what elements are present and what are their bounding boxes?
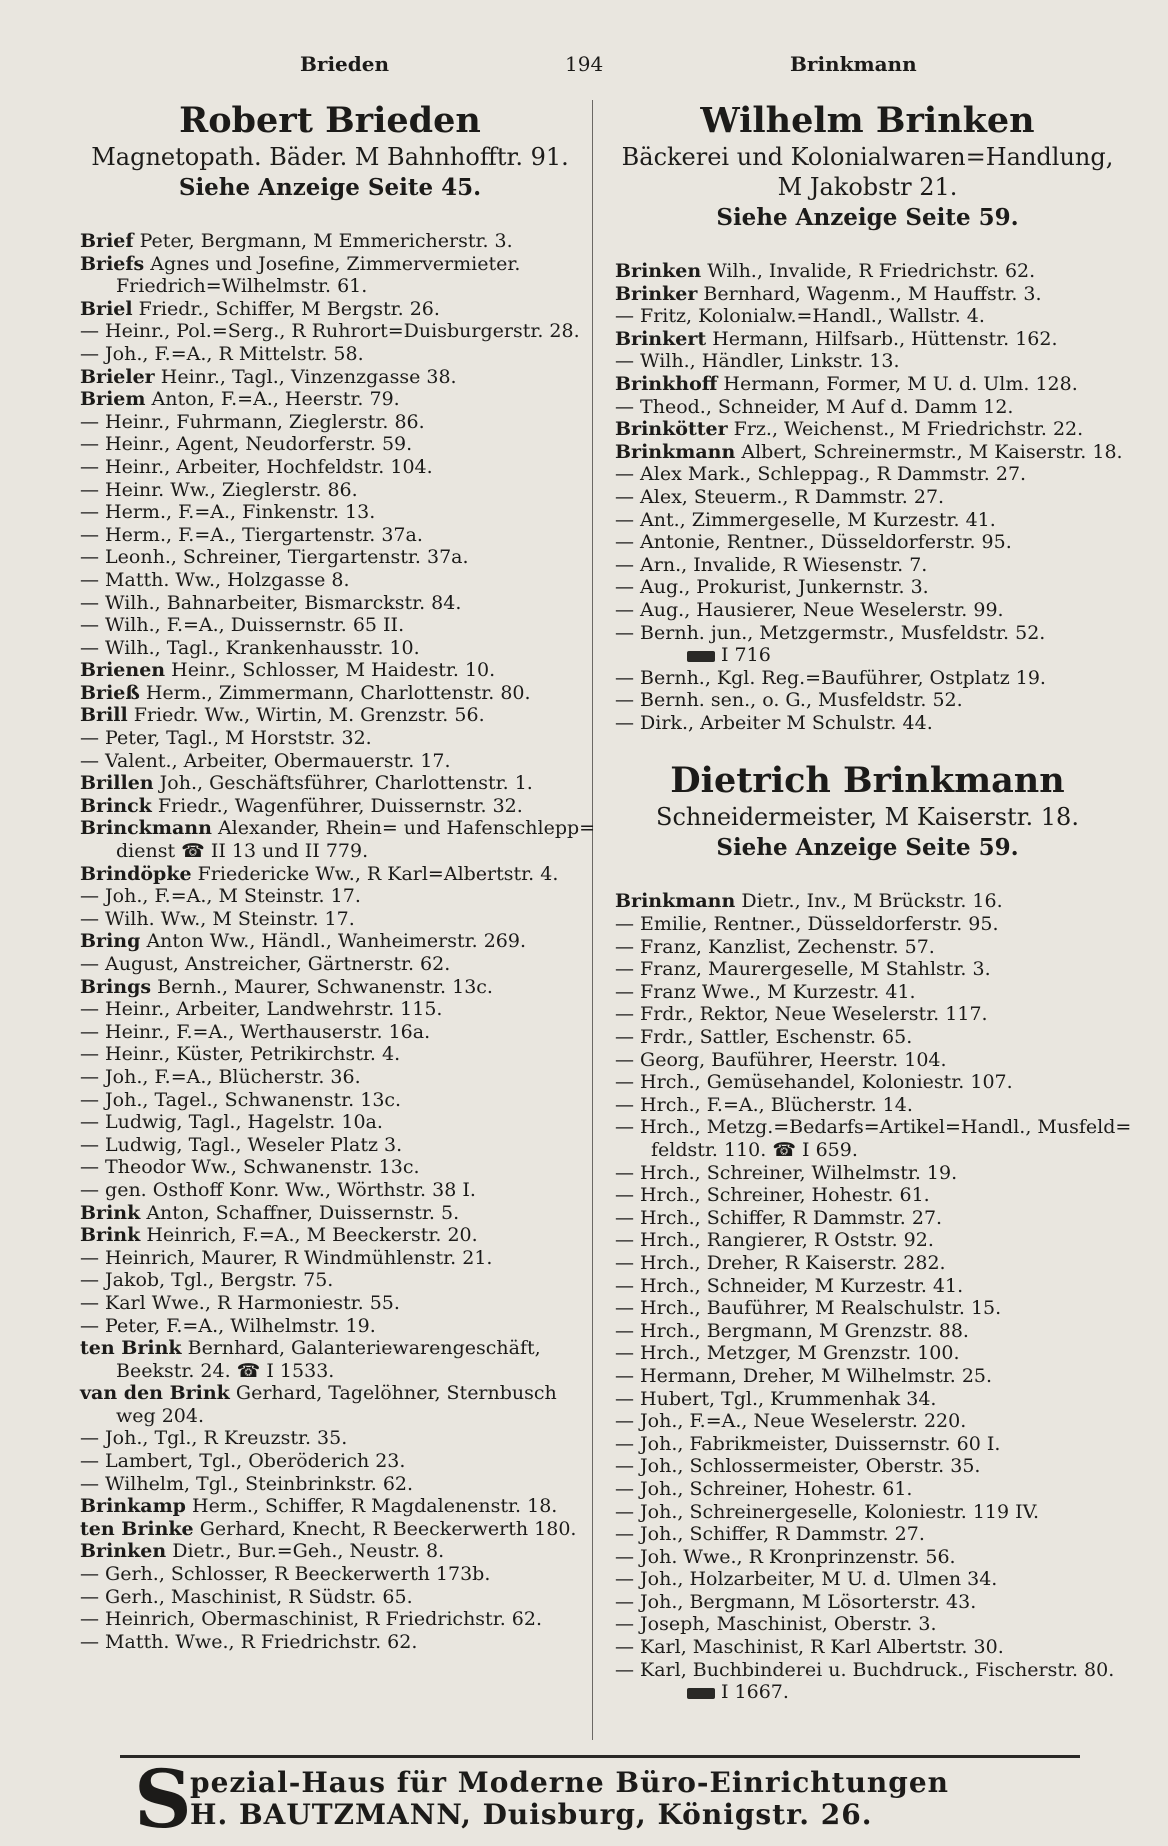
directory-entry bbox=[615, 890, 1120, 913]
directory-entry bbox=[80, 750, 580, 773]
entry-text: — Dirk., Arbeiter M Schulstr. 44. bbox=[615, 711, 933, 734]
entry-text: — Joh., Schlossermeister, Oberstr. 35. bbox=[615, 1455, 981, 1478]
directory-entry bbox=[80, 1066, 580, 1089]
directory-entry bbox=[615, 305, 1120, 328]
entry-text: — Hrch., Bauführer, M Realschulstr. 15. bbox=[615, 1297, 1002, 1320]
directory-entry bbox=[615, 1342, 1120, 1365]
directory-entry bbox=[80, 320, 580, 343]
entry-surname: Brinck bbox=[80, 794, 152, 817]
directory-entry bbox=[615, 1501, 1120, 1524]
directory-entry bbox=[80, 1563, 580, 1586]
directory-entry bbox=[80, 275, 580, 298]
entry-text: — Gerh., Schlosser, R Beeckerwerth 173b. bbox=[80, 1563, 491, 1586]
entry-text: — Joh., F.=A., R Mittelstr. 58. bbox=[80, 342, 364, 365]
entry-text: — Alex, Steuerm., R Dammstr. 27. bbox=[615, 485, 945, 508]
entry-text: — Karl, Buchbinderei u. Buchdruck., Fischerstr. 80. bbox=[615, 1658, 1115, 1681]
directory-entry bbox=[615, 1229, 1120, 1252]
entry-text: — Franz, Maurergeselle, M Stahlstr. 3. bbox=[615, 958, 991, 981]
directory-entry bbox=[615, 396, 1120, 419]
entry-text: — Hrch., Bergmann, M Grenzstr. 88. bbox=[615, 1319, 969, 1342]
entry-text: — Heinr., Küster, Petrikirchstr. 4. bbox=[80, 1043, 401, 1066]
ad-name: Wilhelm Brinken bbox=[700, 100, 1035, 141]
directory-entry bbox=[80, 343, 580, 366]
directory-entry bbox=[615, 1071, 1120, 1094]
entry-text: — August, Anstreicher, Gärtnerstr. 62. bbox=[80, 953, 451, 975]
entry-text: — Ant., Zimmergeselle, M Kurzestr. 41. bbox=[615, 508, 996, 531]
directory-entry bbox=[80, 298, 580, 321]
entry-text: — Hubert, Tgl., Krummenhak 34. bbox=[615, 1387, 937, 1410]
directory-entry bbox=[80, 976, 580, 999]
directory-entry bbox=[615, 1297, 1120, 1320]
entry-text: — Joh., Tagel., Schwanenstr. 13c. bbox=[80, 1088, 402, 1111]
entry-text: — Peter, Tagl., M Horststr. 32. bbox=[80, 727, 372, 750]
directory-entry bbox=[80, 885, 580, 908]
directory-entry bbox=[615, 599, 1120, 622]
ad-line: M Jakobstr 21. bbox=[777, 173, 958, 201]
directory-entry bbox=[615, 1455, 1120, 1478]
entry-text: — Frdr., Rektor, Neue Weselerstr. 117. bbox=[615, 1003, 988, 1026]
entry-text: — Gerh., Maschinist, R Südstr. 65. bbox=[80, 1585, 413, 1608]
entry-text: — Joh., Schiffer, R Dammstr. 27. bbox=[615, 1523, 925, 1546]
directory-entry bbox=[80, 501, 580, 524]
entry-text: — Karl, Maschinist, R Karl Albertstr. 30. bbox=[615, 1636, 1004, 1659]
directory-entry bbox=[80, 1269, 580, 1292]
banner-line-1: pezial-Haus für Moderne Büro-Einrichtungen bbox=[190, 1766, 950, 1799]
entry-text: — Arn., Invalide, R Wiesenstr. 7. bbox=[615, 553, 928, 576]
directory-entry bbox=[615, 350, 1120, 373]
column-divider bbox=[592, 100, 593, 1740]
directory-entry bbox=[80, 1427, 580, 1450]
directory-entry bbox=[615, 554, 1120, 577]
directory-entry bbox=[80, 1473, 580, 1496]
entry-text: — Hrch., Dreher, R Kaiserstr. 282. bbox=[615, 1251, 946, 1274]
ad-name: Dietrich Brinkmann bbox=[670, 760, 1065, 802]
entry-surname: Brieß bbox=[80, 681, 140, 704]
entry-text: Joh., Geschäftsführer, Charlottenstr. 1. bbox=[159, 772, 533, 795]
entry-text: — Peter, F.=A., Wilhelmstr. 19. bbox=[80, 1314, 376, 1337]
entry-text: — Georg, Bauführer, Heerstr. 104. bbox=[615, 1048, 947, 1071]
entry-surname: Brinken bbox=[80, 1540, 167, 1563]
entry-text: Bernh., Maurer, Schwanenstr. 13c. bbox=[157, 975, 493, 998]
entry-text: — Franz Wwe., M Kurzestr. 41. bbox=[615, 980, 916, 1003]
entry-text: — Heinr., Arbeiter, Landwehrstr. 115. bbox=[80, 998, 443, 1021]
entry-text: — Heinr., Fuhrmann, Zieglerstr. 86. bbox=[80, 410, 425, 433]
entry-text: — Wilh. Ww., M Steinstr. 17. bbox=[80, 907, 355, 930]
directory-entry bbox=[615, 958, 1120, 981]
entry-text: Anton, Schaffner, Duissernstr. 5. bbox=[146, 1201, 460, 1224]
entry-text: — gen. Osthoff Konr. Ww., Wörthstr. 38 I. bbox=[80, 1178, 476, 1201]
entry-text: — Theodor Ww., Schwanenstr. 13c. bbox=[80, 1156, 420, 1179]
directory-entry bbox=[615, 1478, 1120, 1501]
entry-surname: Briel bbox=[80, 297, 133, 320]
entry-text: — Joh., F.=A., Blücherstr. 36. bbox=[80, 1065, 361, 1088]
entry-text: — Joh., Schreinergeselle, Koloniestr. 119 IV. bbox=[615, 1500, 1040, 1523]
ad-dietrich-brinkmann bbox=[615, 760, 1120, 864]
page-number: 194 bbox=[565, 52, 604, 76]
directory-entry bbox=[615, 1162, 1120, 1185]
entry-text: — Joh., Tgl., R Kreuzstr. 35. bbox=[80, 1427, 348, 1450]
entry-text: — Antonie, Rentner., Düsseldorferstr. 95. bbox=[615, 531, 1012, 554]
entry-text: Bernhard, Galanteriewarengeschäft, bbox=[187, 1337, 541, 1360]
entry-surname: ten Brinke bbox=[80, 1517, 194, 1540]
running-head-left: Brieden bbox=[300, 52, 390, 76]
entry-text: — Franz, Kanzlist, Zechenstr. 57. bbox=[615, 935, 935, 958]
entry-text: Heinrich, F.=A., M Beeckerstr. 20. bbox=[146, 1224, 478, 1247]
directory-entry bbox=[615, 1591, 1120, 1614]
directory-entry bbox=[615, 328, 1120, 351]
entry-surname: Brings bbox=[80, 975, 152, 998]
directory-entry bbox=[80, 1111, 580, 1134]
directory-entry bbox=[615, 1049, 1120, 1072]
entry-text: — Bernh. jun., Metzgermstr., Musfeldstr. 52. bbox=[615, 621, 1046, 644]
directory-entry bbox=[80, 433, 580, 456]
entry-text: Heinr., Tagl., Vinzenzgasse 38. bbox=[160, 365, 457, 388]
entry-text: — Aug., Prokurist, Junkernstr. 3. bbox=[615, 576, 929, 599]
entry-text: — Matth. Wwe., R Friedrichstr. 62. bbox=[80, 1630, 418, 1653]
entry-surname: Brindöpke bbox=[80, 862, 192, 885]
entry-text: — Heinrich, Obermaschinist, R Friedrichstr. 62. bbox=[80, 1608, 542, 1631]
directory-entry bbox=[80, 727, 580, 750]
entry-text: Hermann, Hilfsarb., Hüttenstr. 162. bbox=[712, 327, 1058, 350]
directory-entry bbox=[80, 569, 580, 592]
entry-text: — Jakob, Tgl., Bergstr. 75. bbox=[80, 1269, 334, 1292]
directory-entry bbox=[80, 1360, 580, 1383]
directory-entry bbox=[615, 463, 1120, 486]
directory-entry bbox=[615, 622, 1120, 645]
entry-text: Frz., Weichenst., M Friedrichstr. 22. bbox=[733, 418, 1084, 441]
entry-surname: Brinkmann bbox=[615, 890, 736, 913]
entry-text: — Heinr., F.=A., Werthauserstr. 16a. bbox=[80, 1020, 431, 1043]
directory-entry bbox=[615, 1026, 1120, 1049]
directory-entry bbox=[80, 953, 580, 976]
entry-text: — Matth. Ww., Holzgasse 8. bbox=[80, 568, 350, 591]
entry-text: Dietr., Inv., M Brückstr. 16. bbox=[741, 890, 1003, 913]
directory-entry bbox=[80, 795, 580, 818]
directory-entry bbox=[80, 1089, 580, 1112]
directory-entry bbox=[80, 840, 580, 863]
directory-entry bbox=[80, 817, 596, 840]
directory-entry bbox=[80, 908, 580, 931]
entry-text: — Wilh., Händler, Linkstr. 13. bbox=[615, 350, 900, 373]
entry-text: — Heinr., Agent, Neudorferstr. 59. bbox=[80, 433, 413, 456]
banner-initial: S bbox=[134, 1752, 192, 1846]
directory-entry bbox=[80, 1450, 580, 1473]
directory-entry bbox=[615, 712, 1120, 735]
directory-entry bbox=[615, 1659, 1120, 1682]
directory-entry bbox=[80, 1224, 580, 1247]
entry-text: Agnes und Josefine, Zimmervermieter. bbox=[150, 252, 521, 275]
directory-entry bbox=[80, 1608, 580, 1631]
entry-text: — Hrch., F.=A., Blücherstr. 14. bbox=[615, 1093, 913, 1116]
ad-wilhelm-brinken bbox=[615, 100, 1120, 234]
directory-entry bbox=[80, 1337, 580, 1360]
entry-text: Alexander, Rhein= und Hafenschlepp= bbox=[217, 817, 596, 840]
entry-text: — Joh., Holzarbeiter, M U. d. Ulmen 34. bbox=[615, 1568, 998, 1591]
directory-entry bbox=[615, 373, 1120, 396]
entry-text: — Joh. Wwe., R Kronprinzenstr. 56. bbox=[615, 1545, 956, 1568]
directory-entry bbox=[615, 486, 1120, 509]
entry-text: Friedr. Ww., Wirtin, M. Grenzstr. 56. bbox=[133, 704, 485, 727]
entry-surname: Brinkötter bbox=[615, 418, 728, 441]
entry-text: — Lambert, Tgl., Oberöderich 23. bbox=[80, 1450, 406, 1473]
entry-surname: Brinkhoff bbox=[615, 372, 718, 395]
directory-entry bbox=[80, 1518, 580, 1541]
directory-entry bbox=[615, 1139, 1120, 1162]
entry-surname: Brienen bbox=[80, 659, 166, 682]
directory-entry bbox=[615, 1320, 1120, 1343]
directory-entry bbox=[80, 1202, 580, 1225]
directory-entry bbox=[80, 863, 580, 886]
entry-text: Hermann, Former, M U. d. Ulm. 128. bbox=[723, 372, 1078, 395]
entry-text: — Hrch., Gemüsehandel, Koloniestr. 107. bbox=[615, 1071, 1013, 1094]
directory-entry bbox=[615, 981, 1120, 1004]
entry-text: — Bernh. sen., o. G., Musfeldstr. 52. bbox=[615, 689, 963, 712]
directory-entry bbox=[80, 1540, 580, 1563]
directory-entry bbox=[80, 1043, 580, 1066]
entry-text: — Karl Wwe., R Harmoniestr. 55. bbox=[80, 1291, 400, 1314]
directory-entry bbox=[615, 1116, 1132, 1139]
directory-entry bbox=[615, 1184, 1120, 1207]
entry-list-left bbox=[80, 230, 596, 1653]
entry-text: — Ludwig, Tagl., Hagelstr. 10a. bbox=[80, 1111, 383, 1134]
directory-entry bbox=[80, 1292, 580, 1315]
left-column bbox=[80, 100, 596, 1653]
entry-text: — Aug., Hausierer, Neue Weselerstr. 99. bbox=[615, 598, 1004, 621]
directory-entry bbox=[80, 366, 580, 389]
directory-entry bbox=[615, 260, 1120, 283]
entry-text: — Theod., Schneider, M Auf d. Damm 12. bbox=[615, 395, 1014, 418]
directory-entry bbox=[80, 998, 580, 1021]
banner-line-2: H. BAUTZMANN, Duisburg, Königstr. 26. bbox=[190, 1798, 873, 1831]
directory-entry bbox=[80, 1156, 580, 1179]
directory-entry bbox=[80, 1021, 580, 1044]
entry-text: Gerhard, Tagelöhner, Sternbusch bbox=[235, 1382, 557, 1405]
directory-entry bbox=[615, 1636, 1120, 1659]
entry-text: — Joh., F.=A., M Steinstr. 17. bbox=[80, 885, 361, 908]
directory-entry bbox=[615, 1433, 1120, 1456]
ad-line: Bäckerei und Kolonialwaren=Handlung, bbox=[621, 143, 1114, 171]
entry-continuation: Friedrich=Wilhelmstr. 61. bbox=[116, 275, 368, 298]
entry-text: — Hrch., Schreiner, Wilhelmstr. 19. bbox=[615, 1161, 958, 1184]
entry-continuation: dienst ☎ II 13 und II 779. bbox=[116, 840, 369, 863]
telephone-number: I 716 bbox=[721, 644, 771, 667]
directory-entry bbox=[80, 1382, 580, 1405]
entry-text: Dietr., Bur.=Geh., Neustr. 8. bbox=[172, 1540, 445, 1563]
entry-text: Bernhard, Wagenm., M Hauffstr. 3. bbox=[703, 282, 1042, 305]
entry-text: — Ludwig, Tagl., Weseler Platz 3. bbox=[80, 1133, 403, 1156]
entry-text: Friedr., Wagenführer, Duissernstr. 32. bbox=[157, 794, 523, 817]
entry-surname: Brinkert bbox=[615, 327, 707, 350]
directory-entry bbox=[80, 546, 580, 569]
directory-entry bbox=[615, 913, 1120, 936]
directory-entry bbox=[615, 283, 1120, 306]
directory-entry bbox=[80, 614, 580, 637]
directory-entry bbox=[80, 479, 580, 502]
directory-entry bbox=[80, 1405, 580, 1428]
ad-robert-brieden bbox=[80, 100, 580, 204]
entry-surname: Brinkamp bbox=[80, 1495, 186, 1518]
entry-surname: Briem bbox=[80, 388, 146, 411]
directory-entry bbox=[80, 682, 580, 705]
entry-text: — Joh., Bergmann, M Lösorterstr. 43. bbox=[615, 1590, 977, 1613]
directory-entry bbox=[615, 689, 1120, 712]
ad-line: Schneidermeister, M Kaiserstr. 18. bbox=[656, 803, 1079, 832]
entry-surname: Brinckmann bbox=[80, 817, 212, 840]
entry-text: Anton Ww., Händl., Wanheimerstr. 269. bbox=[146, 930, 527, 953]
directory-entry bbox=[615, 531, 1120, 554]
entry-text: Herm., Zimmermann, Charlottenstr. 80. bbox=[145, 681, 531, 704]
directory-entry bbox=[615, 576, 1120, 599]
entry-text: — Wilhelm, Tgl., Steinbrinkstr. 62. bbox=[80, 1472, 414, 1495]
entry-text: — Valent., Arbeiter, Obermauerstr. 17. bbox=[80, 749, 451, 772]
directory-entry bbox=[615, 1546, 1120, 1569]
entry-continuation: Beekstr. 24. ☎ I 1533. bbox=[116, 1359, 335, 1382]
directory-entry bbox=[615, 1003, 1120, 1026]
entry-text: — Heinrich, Maurer, R Windmühlenstr. 21. bbox=[80, 1246, 493, 1269]
entry-surname: Brief bbox=[80, 230, 134, 252]
entry-text: Wilh., Invalide, R Friedrichstr. 62. bbox=[707, 260, 1036, 282]
directory-entry bbox=[80, 253, 580, 276]
entry-text: — Heinr., Arbeiter, Hochfeldstr. 104. bbox=[80, 455, 433, 478]
directory-entry bbox=[615, 1252, 1120, 1275]
directory-entry bbox=[80, 659, 580, 682]
entry-list-right-2 bbox=[615, 890, 1132, 1704]
directory-entry bbox=[615, 1207, 1120, 1230]
entry-surname: Brink bbox=[80, 1224, 141, 1247]
telephone-icon bbox=[687, 651, 715, 662]
directory-entry bbox=[80, 388, 580, 411]
entry-text: — Fritz, Kolonialw.=Handl., Wallstr. 4. bbox=[615, 305, 985, 328]
entry-text: — Joh., Fabrikmeister, Duissernstr. 60 I. bbox=[615, 1432, 1001, 1455]
entry-text: Albert, Schreinermstr., M Kaiserstr. 18. bbox=[741, 440, 1123, 463]
entry-surname: Bring bbox=[80, 930, 141, 953]
entry-text: — Herm., F.=A., Tiergartenstr. 37a. bbox=[80, 523, 423, 546]
directory-entry bbox=[80, 411, 580, 434]
entry-text: — Emilie, Rentner., Düsseldorferstr. 95. bbox=[615, 913, 999, 936]
directory-entry bbox=[80, 1179, 580, 1202]
entry-text: — Heinr. Ww., Zieglerstr. 86. bbox=[80, 478, 358, 501]
ad-reference: Siehe Anzeige Seite 59. bbox=[716, 834, 1019, 862]
directory-entry bbox=[80, 704, 580, 727]
directory-entry bbox=[615, 1523, 1120, 1546]
entry-surname: Brillen bbox=[80, 772, 154, 795]
directory-entry bbox=[80, 772, 580, 795]
entry-text: Friedr., Schiffer, M Bergstr. 26. bbox=[138, 297, 440, 320]
directory-entry bbox=[615, 644, 1120, 667]
directory-entry bbox=[615, 1275, 1120, 1298]
entry-text: — Leonh., Schreiner, Tiergartenstr. 37a. bbox=[80, 546, 469, 569]
ad-reference: Siehe Anzeige Seite 59. bbox=[716, 204, 1019, 231]
directory-entry bbox=[615, 936, 1120, 959]
ad-line: Magnetopath. Bäder. M Bahnhofftr. 91. bbox=[91, 143, 569, 171]
entry-text: — Wilh., Tagl., Krankenhausstr. 10. bbox=[80, 636, 420, 659]
directory-entry bbox=[615, 1681, 1120, 1704]
directory-entry bbox=[80, 1247, 580, 1270]
directory-entry bbox=[615, 418, 1120, 441]
entry-text: — Hrch., Metzg.=Bedarfs=Artikel=Handl., Musfeld= bbox=[615, 1116, 1132, 1139]
entry-text: — Joseph, Maschinist, Oberstr. 3. bbox=[615, 1613, 937, 1636]
ad-reference: Siehe Anzeige Seite 45. bbox=[178, 174, 482, 201]
directory-entry bbox=[80, 637, 580, 660]
telephone-number: I 1667. bbox=[721, 1681, 789, 1704]
entry-text: Herm., Schiffer, R Magdalenenstr. 18. bbox=[192, 1495, 558, 1518]
entry-text: — Alex Mark., Schleppag., R Dammstr. 27. bbox=[615, 463, 1027, 486]
directory-entry bbox=[80, 230, 580, 253]
entry-list-right-1 bbox=[615, 260, 1123, 734]
entry-surname: Briefs bbox=[80, 252, 145, 275]
entry-text: Heinr., Schlosser, M Haidestr. 10. bbox=[171, 659, 496, 682]
directory-entry bbox=[80, 1495, 580, 1518]
directory-entry bbox=[80, 1586, 580, 1609]
directory-entry bbox=[80, 1631, 580, 1654]
entry-text: — Wilh., Bahnarbeiter, Bismarckstr. 84. bbox=[80, 591, 462, 614]
entry-text: — Joh., Schreiner, Hohestr. 61. bbox=[615, 1477, 913, 1500]
directory-entry bbox=[615, 1094, 1120, 1117]
directory-entry bbox=[615, 1388, 1120, 1411]
entry-surname: Brieler bbox=[80, 365, 155, 388]
entry-continuation: weg 204. bbox=[116, 1404, 205, 1427]
entry-text: — Bernh., Kgl. Reg.=Bauführer, Ostplatz 19. bbox=[615, 666, 1046, 689]
directory-entry bbox=[80, 930, 580, 953]
entry-text: — Frdr., Sattler, Eschenstr. 65. bbox=[615, 1026, 913, 1049]
directory-entry bbox=[80, 456, 580, 479]
entry-text: Friedericke Ww., R Karl=Albertstr. 4. bbox=[197, 862, 559, 885]
telephone-icon bbox=[687, 1688, 715, 1699]
entry-continuation: feldstr. 110. ☎ I 659. bbox=[651, 1139, 858, 1161]
entry-text: — Hrch., Schiffer, R Dammstr. 27. bbox=[615, 1206, 943, 1229]
entry-text: — Hrch., Schneider, M Kurzestr. 41. bbox=[615, 1274, 964, 1297]
entry-surname: van den Brink bbox=[80, 1382, 230, 1405]
entry-surname: Brinkmann bbox=[615, 440, 736, 463]
running-head-right: Brinkmann bbox=[790, 52, 917, 76]
entry-surname: Brink bbox=[80, 1201, 141, 1224]
directory-entry bbox=[80, 1315, 580, 1338]
entry-text: — Hermann, Dreher, M Wilhelmstr. 25. bbox=[615, 1364, 993, 1387]
entry-text: — Hrch., Rangierer, R Oststr. 92. bbox=[615, 1229, 934, 1252]
directory-entry bbox=[615, 1410, 1120, 1433]
entry-text: Gerhard, Knecht, R Beeckerwerth 180. bbox=[199, 1517, 577, 1540]
entry-text: — Heinr., Pol.=Serg., R Ruhrort=Duisburgerstr. 28. bbox=[80, 320, 580, 343]
entry-text: — Wilh., F.=A., Duissernstr. 65 II. bbox=[80, 614, 405, 637]
directory-entry bbox=[80, 592, 580, 615]
footer-advertisement bbox=[120, 1752, 1080, 1846]
directory-entry bbox=[615, 667, 1120, 690]
entry-surname: Brinken bbox=[615, 260, 702, 282]
directory-entry bbox=[615, 1365, 1120, 1388]
entry-text: — Joh., F.=A., Neue Weselerstr. 220. bbox=[615, 1410, 967, 1433]
entry-text: Anton, F.=A., Heerstr. 79. bbox=[151, 388, 400, 411]
directory-entry bbox=[615, 1568, 1120, 1591]
directory-entry bbox=[80, 1134, 580, 1157]
right-column bbox=[615, 100, 1132, 1704]
entry-text: — Herm., F.=A., Finkenstr. 13. bbox=[80, 501, 376, 524]
entry-text: Peter, Bergmann, M Emmericherstr. 3. bbox=[139, 230, 513, 252]
directory-entry bbox=[615, 440, 1123, 464]
directory-entry bbox=[80, 524, 580, 547]
entry-surname: Brinker bbox=[615, 282, 698, 305]
directory-entry bbox=[615, 509, 1120, 532]
entry-text: — Hrch., Schreiner, Hohestr. 61. bbox=[615, 1184, 930, 1207]
entry-text: — Hrch., Metzger, M Grenzstr. 100. bbox=[615, 1342, 960, 1365]
entry-surname: Brill bbox=[80, 704, 128, 727]
ad-name: Robert Brieden bbox=[179, 100, 481, 141]
directory-entry bbox=[615, 1613, 1120, 1636]
entry-surname: ten Brink bbox=[80, 1337, 182, 1360]
